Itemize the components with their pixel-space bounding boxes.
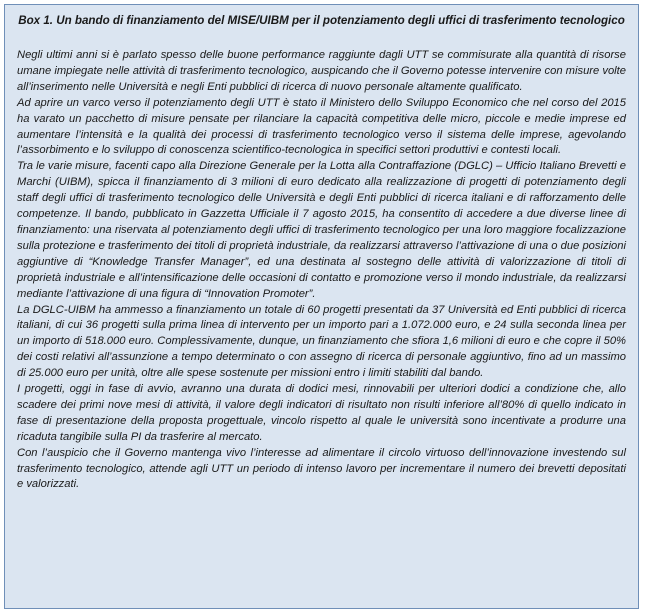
paragraph-funding: La DGLC-UIBM ha ammesso a finanziamento un totale di 60 progetti presentati da 37 Università ed Enti pubblici di ricerca italiani, di cui 36 progetti sulla prima linea di intervento per un importo pari a 1.072.000 euro, e 24 sulla seconda linea per un importo di 518.000 euro. Complessivamente, dunque, un finanziamento che sfiora 1,6 milioni di euro e che copre il 50% dei costi relativi all’assunzione a tempo determinato o con assegno di ricerca di personale aggiuntivo, fino ad un massimo di 25.000 euro per unità, oltre alle spese sostenute per missioni entro i limiti stabiliti dal bando. bbox=[17, 303, 626, 380]
box-title: Box 1. Un bando di finanziamento del MISE/UIBM per il potenziamento degli uffici di trasferimento tecnologico bbox=[18, 14, 625, 27]
paragraph-intro: Negli ultimi anni si è parlato spesso delle buone performance raggiunte dagli UTT se commisurate alla quantità di risorse umane impiegate nelle attività di trasferimento tecnologico, auspicando che il Governo potesse intervenire con misure volte all’inserimento nelle Università e negli Enti pubblici di ricerca di nuovo personale altamente qualificato. bbox=[17, 49, 626, 93]
paragraph-projects: I progetti, oggi in fase di avvio, avranno una durata di dodici mesi, rinnovabili per ulteriori dodici a condizione che, allo scadere dei primi nove mesi di attività, il valore degli indicatori di risultato non risulti inferiore all’80% di quello indicato in fase di presentazione della proposta progettuale, vincolo rispetto al quale le università sono incentivate a produrre una ricaduta tangibile sulla PI da trasferire al mercato. bbox=[17, 383, 626, 443]
paragraph-mise: Ad aprire un varco verso il potenziamento degli UTT è stato il Ministero dello Sviluppo Economico che nel corso del 2015 ha varato un pacchetto di misure pensate per rilanciare la capacità competitiva delle micro, piccole e medie imprese ed aumentare l’intensità e la qualità dei processi di trasferimento tecnologico verso il sistema delle imprese, agevolando l’assorbimento e lo sviluppo di conoscenza scientifico-tecnologica in specifici settori produttivi e contesti locali. bbox=[17, 96, 626, 157]
paragraph-measures: Tra le varie misure, facenti capo alla Direzione Generale per la Lotta alla Contraffazione (DGLC) – Ufficio Italiano Brevetti e Marchi (UIBM), spicca il finanziamento di 3 milioni di euro dedicato alla realizzazione di progetti di potenziamento degli staff degli uffici di trasferimento tecnologico delle Università e degli Enti pubblici di ricerca italiani e di rafforzamento delle competenze. Il bando, pubblicato in Gazzetta Ufficiale il 7 agosto 2015, ha consentito di accedere a due diverse linee di finanziamento: una riservata al potenziamento degli uffici di trasferimento tecnologico per una loro maggiore focalizzazione sulla protezione e trasferimento dei titoli di proprietà industriale, da realizzarsi attraverso l’attivazione di una o due posizioni aggiuntive di “Knowledge Transfer Manager”, ed una destinata al sostegno delle attività di valorizzazione di titoli di proprietà industriale e all’intensificazione delle occasioni di contatto e promozione verso il mondo industriale, da realizzarsi mediante l’attivazione di una figura di “Innovation Promoter”. bbox=[17, 160, 626, 300]
paragraph-conclusion: Con l’auspicio che il Governo mantenga vivo l’interesse ad alimentare il circolo virtuoso dell’innovazione investendo sul trasferimento tecnologico, attende agli UTT un periodo di intenso lavoro per incrementare il numero dei brevetti depositati e valorizzati. bbox=[17, 446, 626, 491]
info-box bbox=[4, 4, 639, 609]
